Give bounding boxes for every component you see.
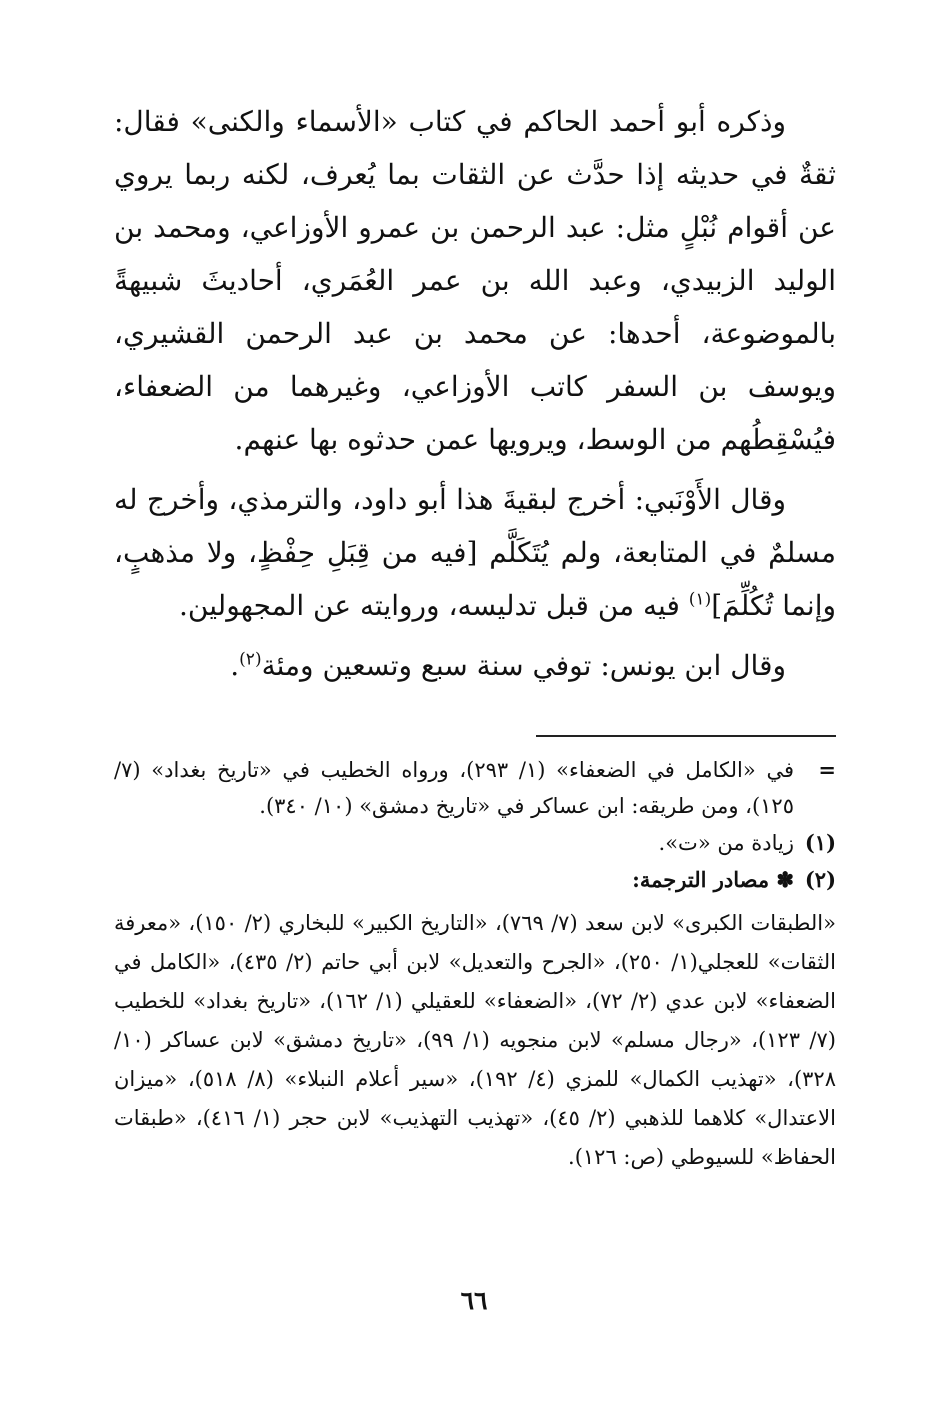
footnote-1-text: زيادة من «ت». <box>658 831 794 855</box>
paragraph-ibn-yunus <box>114 639 836 692</box>
footnote-ref-2[interactable]: (٢) <box>239 649 262 670</box>
footnote-continuation-text: في «الكامل في الضعفاء» (١/ ٢٩٣)، ورواه الخطيب في «تاريخ بغداد» (٧/ ١٢٥)، ومن طريقه: ابن عساكر في «تاريخ دمشق» (١٠/ ٣٤٠). <box>114 758 794 818</box>
paragraph-hakim-text: وذكره أبو أحمد الحاكم في كتاب «الأسماء والكنى» فقال: ثقةٌ في حديثه إذا حدَّث عن الثقات بما يُعرف، لكنه ربما يروي عن أقوام نُبْلٍ مثل: عبد الرحمن بن عمرو الأوزاعي، ومحمد بن الوليد الزبيدي، وعبد الله بن عمر العُمَري، أحاديثَ شبيهةً بالموضوعة، أحدها: عن محمد بن عبد الرحمن القشيري، ويوسف بن السفر كاتب الأوزاعي، وغيرهما من الضعفاء، فيُسْقِطُهم من الوسط، ويرويها عمن حدثوه بها عنهم. <box>114 105 837 456</box>
footnote-divider <box>536 735 836 737</box>
sources-heading: ✽ مصادر الترجمة: <box>632 867 794 892</box>
footnote-2-heading <box>114 862 794 898</box>
paragraph-ibn-yunus-text: وقال ابن يونس: توفي سنة سبع وتسعين ومئة <box>261 649 786 682</box>
footnotes <box>114 752 836 1177</box>
paragraph-awnabi <box>114 473 836 632</box>
paragraph-awnabi-tail: فيه من قبل تدليسه، وروايته عن المجهولين. <box>179 589 689 622</box>
paragraph-awnabi-text: وقال الأَوْنَبي: أخرج لبقيةَ هذا أبو داود، والترمذي، وأخرج له مسلمٌ في المتابعة، ولم يُتَكَلَّم [فيه من قِبَلِ حِفْظٍ، ولا مذهبٍ، وإنما تُكُلِّمَ] <box>114 483 836 622</box>
paragraph-ibn-yunus-tail: . <box>230 649 240 682</box>
footnote-2 <box>114 862 836 898</box>
footnote-1-number: (١) <box>804 830 836 855</box>
main-text <box>114 95 836 699</box>
translation-sources: «الطبقات الكبرى» لابن سعد (٧/ ٧٦٩)، «التاريخ الكبير» للبخاري (٢/ ١٥٠)، «معرفة الثقات» للعجلي(١/ ٢٥٠)، «الجرح والتعديل» لابن أبي حاتم (٢/ ٤٣٥)، «الكامل في الضعفاء» لابن عدي (٢/ ٧٢)، «الضعفاء» للعقيلي (١/ ١٦٢)، «تاريخ بغداد» للخطيب (٧/ ١٢٣)، «رجال مسلم» لابن منجويه (١/ ٩٩)، «تاريخ دمشق» لابن عساكر (١٠/ ٣٢٨)، «تهذيب الكمال» للمزي (٤/ ١٩٢)، «سير أعلام النبلاء» (٨/ ٥١٨)، «ميزان الاعتدال» كلاهما للذهبي (٢/ ٤٥)، «تهذيب التهذيب» لابن حجر (١/ ٤١٦)، «طبقات الحفاظ» للسيوطي (ص: ١٢٦). <box>114 911 836 1169</box>
footnote-2-number: (٢) <box>804 867 836 892</box>
footnote-continuation-mark: = <box>818 757 836 782</box>
footnote-1 <box>114 825 836 861</box>
page-number: ٦٦ <box>460 1286 488 1315</box>
paragraph-hakim <box>114 95 836 466</box>
footnote-continuation <box>114 752 836 824</box>
footnote-ref-1[interactable]: (١) <box>688 589 712 610</box>
